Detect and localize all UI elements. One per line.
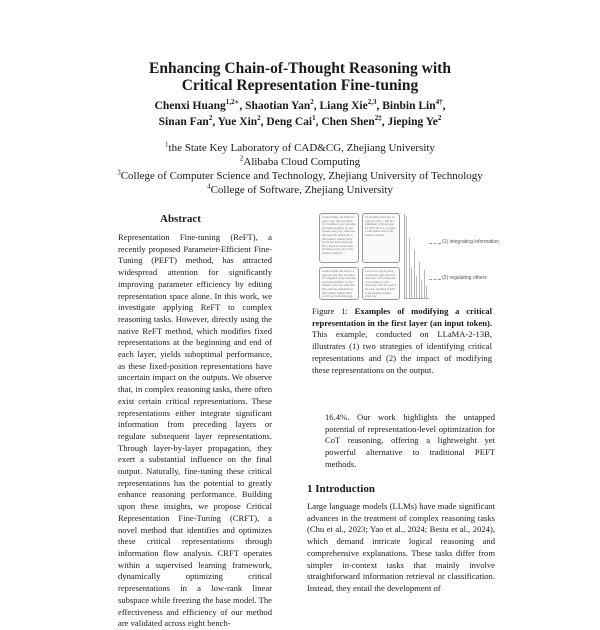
affiliation: $^3$College of Computer Science and Technology, Zhejiang University of Technology xyxy=(117,168,483,182)
figure-label-integrating: (1) integrating information xyxy=(442,239,499,245)
figure-output-box: Let's solve step-by-step. Joanna has eggs laid and then uses 3 for eating and 4 for baking, so this leaves her with 9 to sell at $2 each, resulting in $18 at the farmers' market every day xyxy=(362,267,400,300)
figure-bar xyxy=(411,268,412,298)
figure-bar xyxy=(424,270,425,298)
figure-bar xyxy=(406,216,407,298)
figure-label-regulating: (2) regulating others xyxy=(442,275,487,281)
figure-output-box: 16 (Joanna's duck lay 16 eggs per day) ... sell the remainder at $2 per egg for $18 (16-3-4 = 9 eggs) so she makes $18 at the farmers' market xyxy=(362,213,400,263)
affiliation: $^1$the State Key Laboratory of CAD&CG, Zhejiang University xyxy=(165,140,435,154)
figure-bar xyxy=(409,238,410,298)
figure-bar xyxy=(416,276,417,298)
author: Liang Xie$^{2,3}$ xyxy=(319,98,377,112)
figure-1 xyxy=(312,210,499,300)
caption-bold: Examples of modifying a critical representation in the first layer (an input token). xyxy=(312,306,492,328)
figure-leader-line xyxy=(429,279,441,280)
figure-prompt-box: Joanna Wilde, the baby 14 eggs per day. She eats three for breakfast every morning and bakes muffins for her friends every day with four. She sells the remainder at the farmers' market daily for $2 per fresh duck egg. How much in dollars does xyxy=(319,267,359,300)
figure-leader-line xyxy=(429,243,441,244)
figure-bar xyxy=(426,286,427,298)
figure-prompt-box: Joanna Wilde, the baby 14 eggs a day. She eats three for breakfast every morning and bakes muffins for her friends every day with four. She sells the remainder at the farmers' market daily for $2 per fresh duck egg. How much in dollars does she make every day at the farmers' market? xyxy=(319,213,359,263)
author: Deng Cai$^1$ xyxy=(266,114,316,128)
figure-bar xyxy=(414,250,415,298)
author: Binbin Lin$^{4\dagger}$ xyxy=(382,98,443,112)
abstract-continuation: 16.4%. Our work highlights the untapped potential of representation-level optimization for CoT reasoning, offering a lightweight yet powerful alternative to traditional PEFT methods. xyxy=(325,412,495,469)
author: Shaotian Yan$^2$ xyxy=(245,98,314,112)
figure-bar xyxy=(419,262,420,298)
figure-bar-plot xyxy=(404,214,429,299)
figure-caption xyxy=(312,306,492,376)
author-list: Chenxi Huang$^{1,2∗}$, Shaotian Yan$^2$, Liang Xie$^{2,3}$, Binbin Lin$^{4\dagger}$, Sinan Fan$^2$, Yue Xin$^2$, Deng Cai$^1$, Chen Shen$^{2\ddagger}$, Jieping Ye$^2$ xyxy=(154,98,446,128)
abstract-heading: Abstract xyxy=(160,213,201,225)
introduction-text: Large language models (LLMs) have made significant advances in the treatment of complex reasoning tasks (Chu et al., 2023; Yao et al., 2024; Besta et al., 2024), which demand intricate logical reasoning and comprehensive explanations. These tasks differ from simpler in-context tasks that mainly involve straightforward information retrieval or classification. Instead, they entail the development of xyxy=(307,501,495,593)
paper-title xyxy=(0,60,600,94)
author: Sinan Fan$^2$ xyxy=(158,114,213,128)
affiliations xyxy=(60,141,540,197)
author: Jieping Ye$^2$ xyxy=(387,114,442,128)
title-line-2: Critical Representation Fine-tuning xyxy=(181,77,419,94)
affiliation: $^2$Alibaba Cloud Computing xyxy=(239,154,361,168)
abstract-text: Representation Fine-tuning (ReFT), a recently proposed Parameter-Efficient Fine-Tuning (PEFT) method, has attracted widespread attention for significantly improving parameter efficiency by editing representation space alone. In this work, we investigate applying ReFT to complex reasoning tasks. However, directly using the native ReFT method, which modifies fixed representations at the beginning and end of each layer, yields suboptimal performance, as these fixed-position representations have uncertain impact on the outputs. We observe that, in complex reasoning tasks, there often exist certain critical representations. These representations either integrate significant information from preceding layers or regulate subsequent layer representations. Through layer-by-layer propagation, they exert a substantial influence on the final output. Naturally, fine-tuning these critical representations has the potential to greatly enhance reasoning performance. Building upon these insights, we propose Critical Representation Fine-Tuning (CRFT), a novel method that identifies and optimizes these critical representations through information flow analysis. CRFT operates within a supervised learning framework, dynamically optimizing critical representations in a low-rank linear subspace while freezing the base model. The effectiveness and efficiency of our method are validated across eight bench- xyxy=(118,232,272,629)
author: Yue Xin$^2$ xyxy=(217,114,261,128)
section-heading-introduction: 1 Introduction xyxy=(307,483,375,495)
title-line-1: Enhancing Chain-of-Thought Reasoning with xyxy=(149,60,451,77)
author: Chenxi Huang$^{1,2∗}$ xyxy=(154,98,240,112)
figure-bar xyxy=(421,280,422,298)
author: Chen Shen$^{2\ddagger}$ xyxy=(321,114,382,128)
abstract-body xyxy=(118,232,272,630)
affiliation: $^4$College of Software, Zhejiang University xyxy=(207,182,393,196)
caption-prefix: Figure 1: xyxy=(312,306,348,316)
caption-rest: This example, conducted on LLaMA-2-13B, illustrates (1) two strategies of identifying critical representations and (2) the impact of modifying these representations on the output. xyxy=(312,329,492,375)
